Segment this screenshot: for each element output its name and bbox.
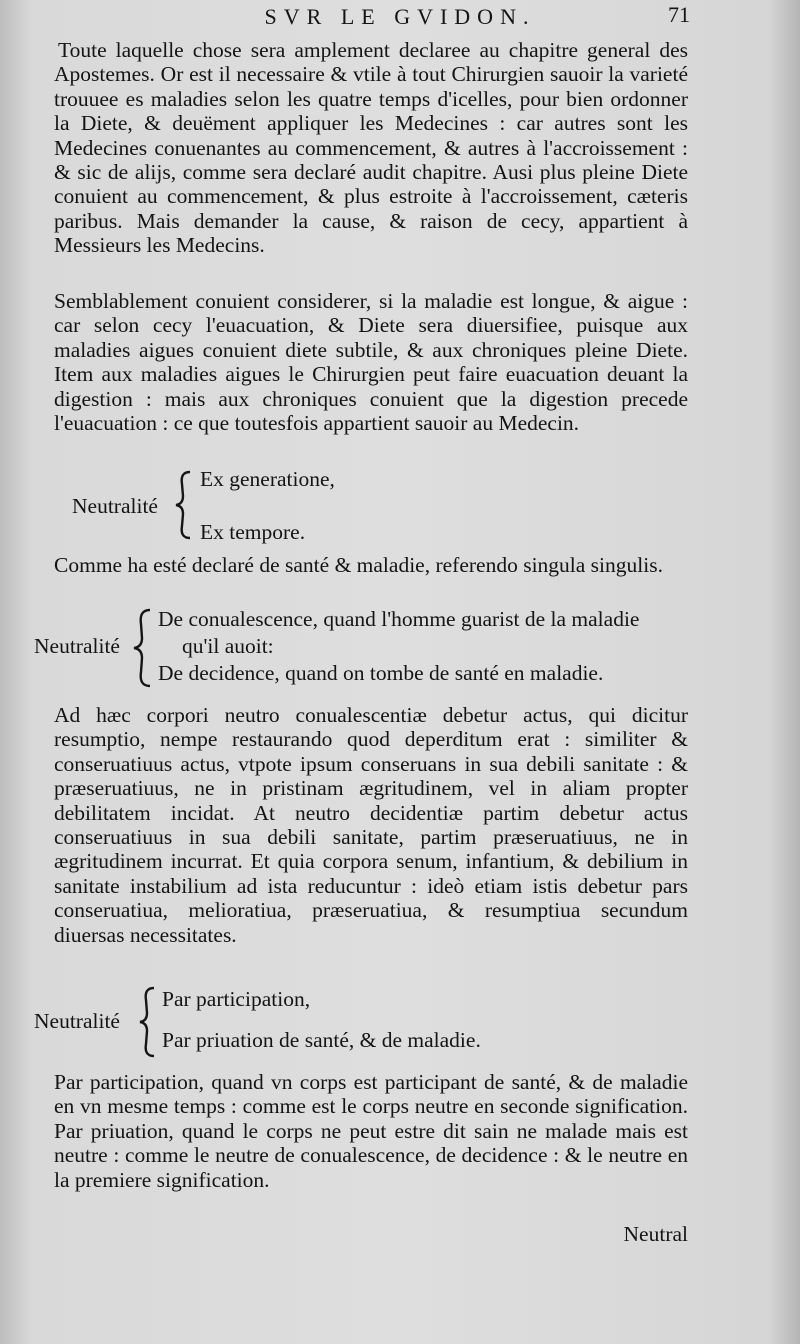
curly-brace-icon xyxy=(138,986,158,1058)
brace-item: Ex tempore. xyxy=(200,520,306,544)
brace-label: Neutralité xyxy=(72,494,158,518)
paragraph-sante-maladie: Comme ha esté declaré de santé & maladie, referendo singula singulis. xyxy=(54,553,663,577)
running-title: SVR LE GVIDON. xyxy=(264,4,536,29)
brace-item: qu'il auoit: xyxy=(182,634,274,658)
brace-item: De decidence, quand on tombe de santé en maladie. xyxy=(158,661,604,685)
brace-item: Par priuation de santé, & de maladie. xyxy=(162,1028,481,1052)
brace-item: De conualescence, quand l'homme guarist de la maladie xyxy=(158,607,640,631)
curly-brace-icon xyxy=(174,470,194,540)
brace-items xyxy=(200,466,335,546)
brace-label: Neutralité xyxy=(34,1009,120,1033)
curly-brace-icon xyxy=(132,608,154,688)
brace-items xyxy=(158,606,639,687)
brace-items xyxy=(162,986,481,1054)
brace-item: Par participation, xyxy=(162,987,311,1011)
page-number: 71 xyxy=(668,2,690,27)
paragraph-ad-haec: Ad hæc corpori neutro conualescentiæ debetur actus, qui dicitur resumptio, nempe restaurando quod deperditum erat : similiter & conseruatiuus actus, vtpote ipsum conseruans in sua debili sanitate : & præseruatiuus, ne in pristinam ægritudinem, vel in aliam propter debilitatem incidat. At neutro decidentiæ partim debetur actus conseruatiuus in sua debili sanitate, partim præseruatiuus, ne in ægritudinem incurrat. Et quia corpora senum, infantium, & debilium in sanitate instabilium ad ista reducuntur : ideò etiam istis debetur pars conseruatiua, melioratiua, præseruatiua, & resumptiua secundum diuersas necessitates. xyxy=(54,703,688,947)
catchword: Neutral xyxy=(623,1222,688,1246)
brace-label: Neutralité xyxy=(34,634,120,658)
paragraph-apostemes: Toute laquelle chose sera amplement declaree au chapitre general des Apostemes. Or est il necessaire & vtile à tout Chirurgien sauoir la varieté trouuee es maladies selon les quatre temps d'icelles, pour bien ordonner la Diete, & deuëment appliquer les Medecines : car autres sont les Medecines conuenantes au commencement, & autres à l'accroissement : & sic de alijs, comme sera declaré audit chapitre. Ausi plus pleine Diete conuient au commencement, & plus estroite à l'accroissement, cæteris paribus. Mais demander la cause, & raison de cecy, appartient à Messieurs les Medecins. xyxy=(54,38,688,258)
paragraph-maladies-aigues: Semblablement conuient considerer, si la maladie est longue, & aigue : car selon cecy l'euacuation, & Diete sera diuersifiee, puisque aux maladies aigues conuient diete subtile, & aux chroniques pleine Diete. Item aux maladies aigues le Chirurgien peut faire euacuation deuant la digestion : mais aux chroniques conuient que la digestion precede l'euacuation : ce que toutesfois appartient sauoir au Medecin. xyxy=(54,289,688,436)
brace-item: Ex generatione, xyxy=(200,467,335,491)
paragraph-participation: Par participation, quand vn corps est participant de santé, & de maladie en vn mesme temps : comme est le corps neutre en seconde signification. Par priuation, quand le corps ne peut estre dit sain ne malade mais est neutre : comme le neutre de conualescence, de decidence : & le neutre en la premiere signification. xyxy=(54,1070,688,1192)
